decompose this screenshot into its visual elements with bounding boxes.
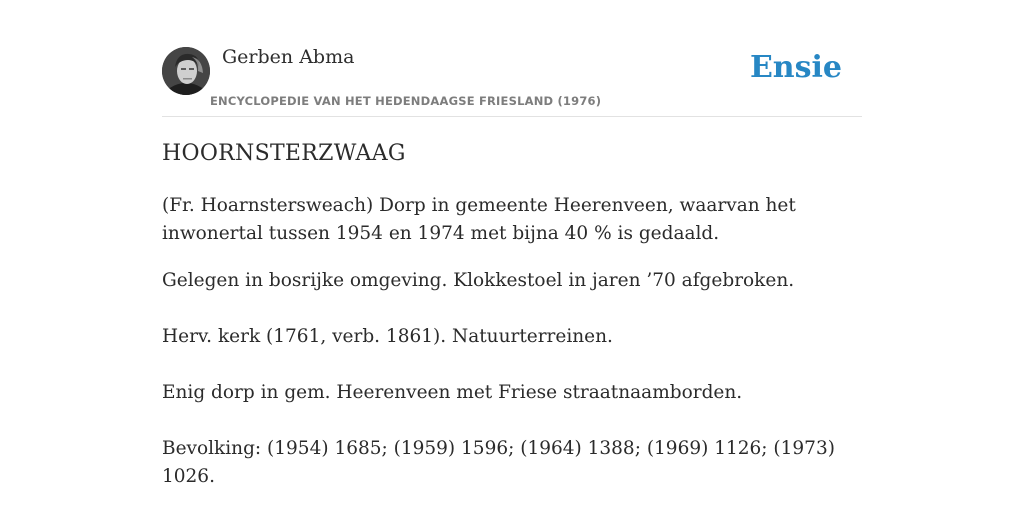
article-header bbox=[162, 0, 862, 117]
article-paragraph: Gelegen in bosrijke omgeving. Klokkestoel in jaren ’70 afgebroken. bbox=[162, 270, 795, 291]
article-paragraph: (Fr. Hoarnstersweach) Dorp in gemeente Heerenveen, waarvan het inwonertal tussen 1954 en 1974 met bijna 40 % is gedaald. bbox=[162, 195, 796, 244]
author-avatar[interactable] bbox=[162, 47, 210, 95]
article-paragraph: Bevolking: (1954) 1685; (1959) 1596; (1964) 1388; (1969) 1126; (1973) 1026. bbox=[162, 438, 835, 487]
author-name[interactable]: Gerben Abma bbox=[222, 46, 355, 68]
article-paragraph: Herv. kerk (1761, verb. 1861). Natuurterreinen. bbox=[162, 326, 613, 347]
article-title: HOORNSTERZWAAG bbox=[162, 141, 406, 166]
article-paragraph: Enig dorp in gem. Heerenveen met Friese straatnaamborden. bbox=[162, 382, 743, 403]
ensie-logo[interactable]: Ensie bbox=[749, 50, 842, 85]
article-card bbox=[162, 0, 862, 512]
author-portrait-icon bbox=[162, 47, 210, 95]
source-label[interactable]: ENCYCLOPEDIE VAN HET HEDENDAAGSE FRIESLAND (1976) bbox=[210, 94, 602, 108]
